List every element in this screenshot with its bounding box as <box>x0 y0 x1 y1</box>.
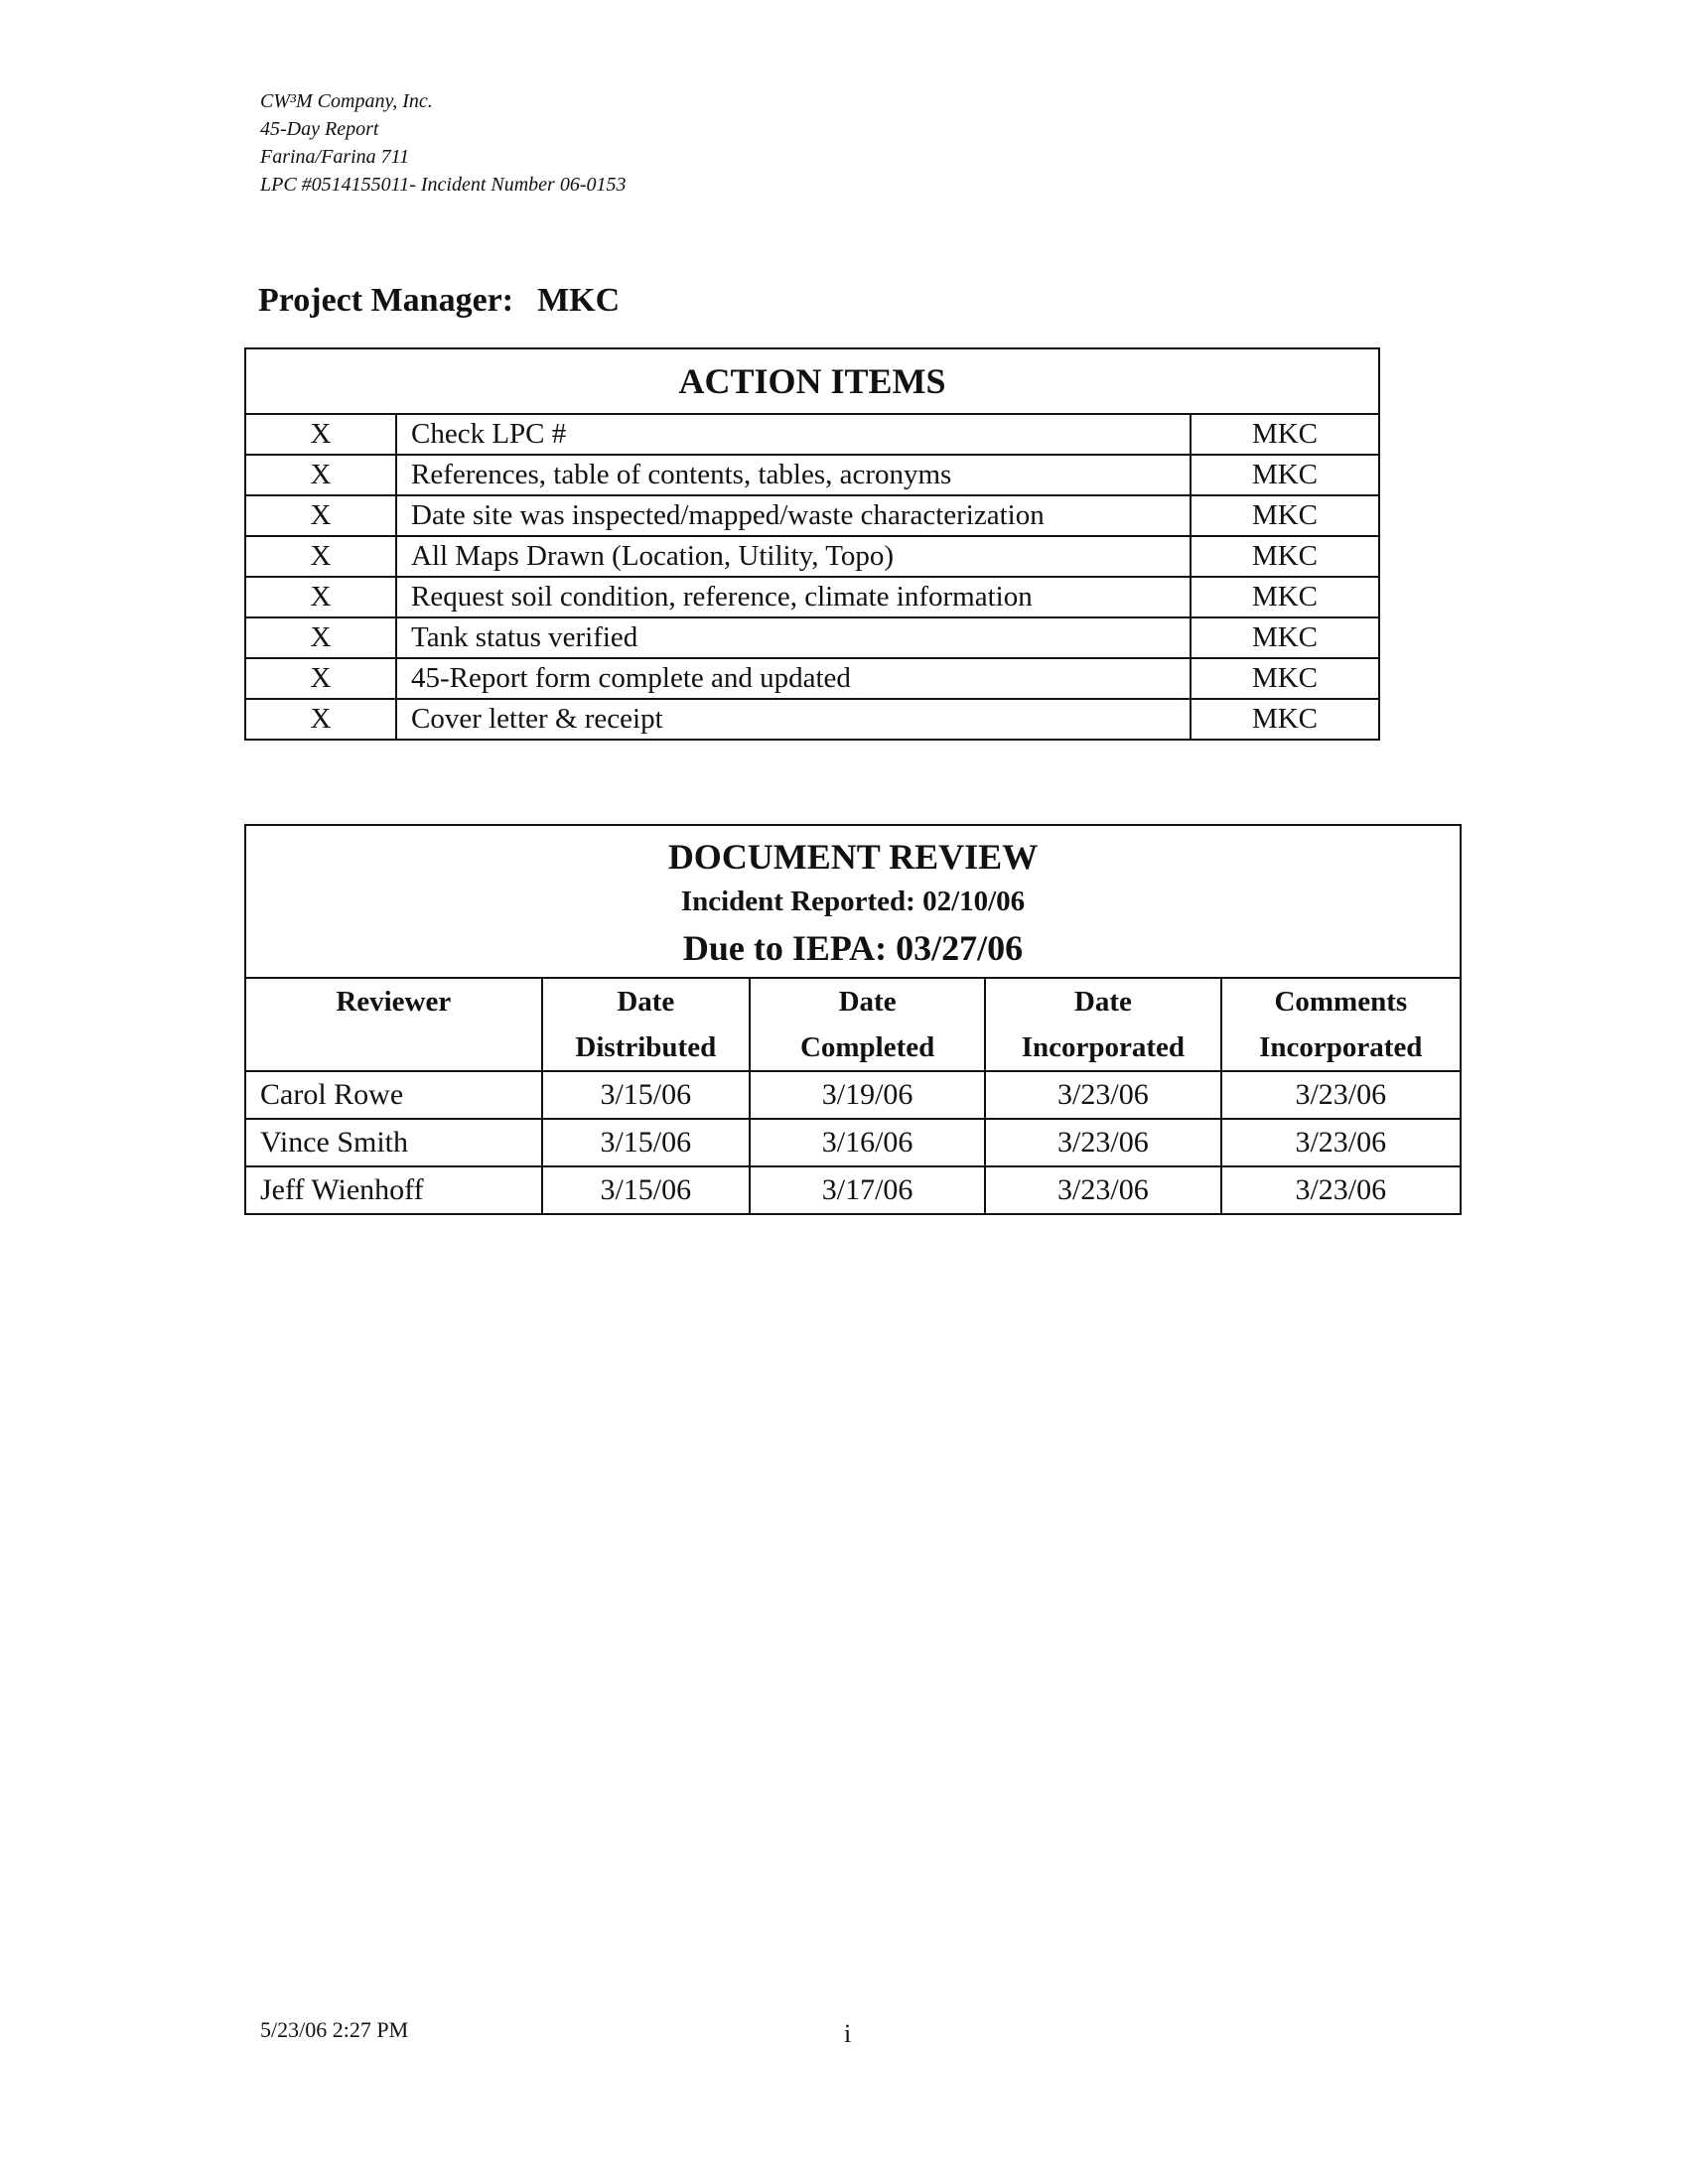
action-row <box>245 699 1379 740</box>
action-row <box>245 577 1379 617</box>
column-header-date-completed: Date Completed <box>750 978 985 1071</box>
action-row <box>245 414 1379 455</box>
date-incorporated: 3/23/06 <box>985 1119 1220 1166</box>
action-row <box>245 536 1379 577</box>
action-by: MKC <box>1191 495 1379 536</box>
document-header <box>260 87 627 199</box>
action-row <box>245 455 1379 495</box>
document-review-heading <box>245 825 1461 978</box>
date-incorporated: 3/23/06 <box>985 1166 1220 1214</box>
review-row <box>245 1119 1461 1166</box>
action-row <box>245 658 1379 699</box>
action-by: MKC <box>1191 414 1379 455</box>
action-mark: X <box>245 455 396 495</box>
action-item: 45-Report form complete and updated <box>396 658 1191 699</box>
action-by: MKC <box>1191 577 1379 617</box>
column-header-date-distributed: Date Distributed <box>542 978 750 1071</box>
action-mark: X <box>245 617 396 658</box>
action-item: Tank status verified <box>396 617 1191 658</box>
header-lpc-incident: LPC #0514155011- Incident Number 06-0153 <box>260 174 627 196</box>
action-mark: X <box>245 658 396 699</box>
footer-timestamp: 5/23/06 2:27 PM <box>260 2017 409 2042</box>
action-item: Request soil condition, reference, climate information <box>396 577 1191 617</box>
action-item: Check LPC # <box>396 414 1191 455</box>
action-item: Date site was inspected/mapped/waste characterization <box>396 495 1191 536</box>
review-column-headers <box>245 978 1461 1071</box>
page-number: i <box>844 2019 852 2048</box>
action-mark: X <box>245 414 396 455</box>
date-distributed: 3/15/06 <box>542 1119 750 1166</box>
action-item: All Maps Drawn (Location, Utility, Topo) <box>396 536 1191 577</box>
due-date: Due to IEPA: 03/27/06 <box>682 928 1024 968</box>
date-completed: 3/17/06 <box>750 1166 985 1214</box>
column-header-date-incorporated: Date Incorporated <box>985 978 1220 1071</box>
header-report-type: 45-Day Report <box>260 118 379 140</box>
date-distributed: 3/15/06 <box>542 1166 750 1214</box>
action-by: MKC <box>1191 617 1379 658</box>
project-manager-value: MKC <box>537 282 621 319</box>
column-header-comments-incorporated: Comments Incorporated <box>1221 978 1461 1071</box>
action-by: MKC <box>1191 658 1379 699</box>
comments-incorporated: 3/23/06 <box>1221 1071 1461 1119</box>
action-item: Cover letter & receipt <box>396 699 1191 740</box>
action-mark: X <box>245 699 396 740</box>
action-mark: X <box>245 495 396 536</box>
document-review-title: DOCUMENT REVIEW <box>667 837 1039 877</box>
date-completed: 3/16/06 <box>750 1119 985 1166</box>
date-incorporated: 3/23/06 <box>985 1071 1220 1119</box>
project-manager-label: Project Manager: <box>258 282 514 319</box>
document-review-table <box>244 824 1462 1215</box>
reviewer-name: Vince Smith <box>245 1119 542 1166</box>
header-company: CW³M Company, Inc. <box>260 90 433 112</box>
action-item: References, table of contents, tables, acronyms <box>396 455 1191 495</box>
date-distributed: 3/15/06 <box>542 1071 750 1119</box>
comments-incorporated: 3/23/06 <box>1221 1119 1461 1166</box>
incident-reported: Incident Reported: 02/10/06 <box>680 886 1026 917</box>
column-header-reviewer: Reviewer <box>245 978 542 1071</box>
action-row <box>245 617 1379 658</box>
action-row <box>245 495 1379 536</box>
action-items-title: ACTION ITEMS <box>245 348 1379 414</box>
action-mark: X <box>245 577 396 617</box>
action-items-table <box>244 347 1380 741</box>
action-by: MKC <box>1191 699 1379 740</box>
comments-incorporated: 3/23/06 <box>1221 1166 1461 1214</box>
reviewer-name: Jeff Wienhoff <box>245 1166 542 1214</box>
header-site: Farina/Farina 711 <box>260 146 410 168</box>
action-by: MKC <box>1191 536 1379 577</box>
reviewer-name: Carol Rowe <box>245 1071 542 1119</box>
action-by: MKC <box>1191 455 1379 495</box>
review-row <box>245 1166 1461 1214</box>
action-mark: X <box>245 536 396 577</box>
review-row <box>245 1071 1461 1119</box>
project-manager <box>258 282 620 320</box>
date-completed: 3/19/06 <box>750 1071 985 1119</box>
